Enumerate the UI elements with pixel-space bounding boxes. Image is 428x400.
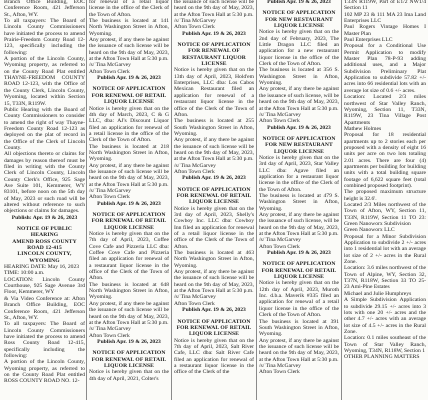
notice-paragraph: for renewal of a retail liquor license in the office of the Clerk of the Town of Afton.	[89, 0, 169, 18]
notice-paragraph: T33N R119W, Part of E1/2 NW1/4 Section 11	[344, 0, 426, 12]
notice-paragraph: The business is located at 218 North Washington Street in Afton, Wyoming.	[89, 143, 169, 163]
notice-heading: NOTICE OF APPLICATION FOR NEW RESTAURANT LIQUOR LICENSE	[262, 135, 336, 155]
publish-date-line: Publish Apr. 19 & 26, 2023	[267, 124, 331, 131]
notice-paragraph: The business is located at 648 North Washington Street in Afton, Wyoming.	[89, 281, 169, 301]
notice-heading: NOTICE OF APPLICATION FOR RENEWAL OF RETAIL LIQUOR LICENSE	[91, 350, 167, 369]
notice-heading: NOTICE OF APPLICATION FOR RENEWAL OF RETAIL LIQUOR LICENSE	[176, 186, 252, 206]
notice-paragraph: Located 2/3 Miles northwest of the Town of Afton, WY, Section 11, T33N, R119W, Section 11 TO 23: Green Nanoworx Subdivision	[344, 202, 426, 228]
notice-paragraph: The business is located at 141 North Washington Street in Afton, Wyoming.	[89, 18, 169, 37]
notice-paragraph: Any protest, if any there be against the issuance of such license will be heard on the 9th day of May, 2023, at the Afton Town Hall at 5:30 p.m.	[259, 337, 339, 363]
notice-heading: NOTICE OF PUBLIC HEARING	[16, 226, 73, 239]
publish-date-line: Publish Apr. 19 & 26, 2023	[267, 250, 331, 257]
notice-paragraph: /s/ Tina McGarvey	[259, 111, 301, 118]
notice-paragraph: Afton Town Clerk	[174, 300, 215, 307]
notice-heading: AMEND ROSS COUNTY ROAD 12-415	[12, 238, 77, 252]
notice-paragraph: OTHER PLANNING MATTERS	[344, 354, 420, 361]
notice-heading: NOTICE OF APPLICATION FOR RENEWAL OF RESTAURANT LIQUOR LICENSE	[177, 42, 251, 68]
notice-paragraph: Notice is hereby given that on the 13th day of April, 2023, Hold'em Enterprises, LLC dba: Los Cabos Mexican Restaurant filed an application for renewal of a restaurant liquor license in the office of the Clerk of the Town of Afton.	[174, 67, 254, 118]
notice-paragraph: /s/ Tina McGarvey	[174, 18, 216, 25]
notice-paragraph: Michael and Julie Humphreys	[344, 290, 412, 297]
notice-paragraph: All objections thereto or claims for damages by reason thereof must be filed in writing with the County Clerk of Lincoln County, Lincoln County Clerk's Office, 925 Sage Ave Suite 101, Kemmerer, WY 83101, before noon on the 5th day of May, 2023 or such road will be altered without reference to such objections or claims for damages.	[4, 151, 85, 215]
publish-date-line: Publish Apr. 19 & 26, 2023	[97, 75, 161, 82]
notice-paragraph: HEARING DATE: May 16, 2023	[4, 264, 80, 271]
notice-paragraph: Afton Town Clerk	[89, 332, 130, 339]
notice-paragraph: Afton Town Clerk	[89, 68, 130, 75]
notice-paragraph: Notice is hereby given that on the 7th day of April, 2023, Coffee Cove Cafe and Pizzeria LLC dba: Coffee Cove Cafe and Pizzeria filed an application for renewal of a restaurant liquor license in the office of the Clerk of the Town of Afton.	[89, 231, 169, 282]
notice-column-3	[174, 0, 254, 400]
notice-paragraph: Any protest, if any there be against the issuance of such license will be heard on the 9th day of May, 2023, at the Afton Town Hall at 5:30 p.m.	[89, 162, 169, 188]
notice-paragraph: Any protest, if any there be against the issuance of such license will be heard on the 9th day of May, 2023, at the Afton Town Hall at 5:30 p.m.	[89, 37, 169, 63]
notice-paragraph: /s/ Tina McGarvey	[174, 294, 216, 301]
notice-paragraph: Public Hearing with the Board of County Commissioners to consider to amend the right of way Thayne-Freedom County Road 12-123 as deployed on the plat of record in the Office of the Clerk of Lincoln County.	[4, 106, 85, 151]
notice-paragraph: Notice is hereby given that on the 4th day of April, 2021, Colter's	[89, 369, 169, 382]
notice-heading: NOTICE OF APPLICATION FOR RENEWAL OF RETAIL LIQUOR LICENSE	[91, 212, 167, 231]
notice-paragraph: Proposal for a Conditional Use Permit Application to modify Master Plan 78-P-93 adding additional uses, and a Major Subdivision Preliminary Plat Application to subdivide 57.82 +/- acres into 66 residential lots with an average lot size of 0.6 +/- acres.	[344, 43, 426, 94]
notice-paragraph: Mathew Holmes	[344, 125, 382, 132]
publish-date-line: Publish Apr. 19 & 26, 2023	[267, 0, 331, 5]
publish-date-line: Publish Apr. 19 & 26, 2023	[182, 30, 246, 37]
notice-column-2	[89, 0, 169, 400]
notice-paragraph: A Simple Subdivision Application to subdivide 29.15 +/- acres into 3 lots with one 20 +/- acres and the other 4.7 +/- acres with an average lot size of 4.5 +/- acres in the Rural Zone.	[344, 297, 426, 335]
notice-heading: NOTICE OF APPLICATION FOR NEW RESTAURANT LIQUOR LICENSE	[262, 10, 336, 30]
notice-paragraph: Green Nanoworx LLC	[344, 227, 395, 234]
notice-paragraph: Afton Town Clerk	[89, 194, 130, 201]
notice-paragraph: To all taxpayers: The Board of Lincoln County Commissioners have initiated the process to amend Ross County Road 12-415, specifically including the following:	[4, 321, 85, 359]
notice-paragraph: Afton Town Clerk	[174, 24, 215, 31]
notice-paragraph: A portion of the Lincoln County, Wyoming property, as referred to on the County Road Plat entitled ROSS COUNTY ROAD NO. 12-	[4, 359, 85, 385]
notice-paragraph: The proposed maximum structure height is 32.6'.	[344, 189, 426, 202]
notice-paragraph: Afton Town Clerk	[259, 243, 300, 250]
notice-heading: NOTICE OF APPLICATION FOR RENEWAL OF RETAIL LIQUOR LICENSE	[176, 318, 252, 338]
notice-paragraph: Any protest, if any there be against the issuance of such license will be heard on the 9th day of May, 2023, at the Afton Town Hall at 5:30 p.m.	[174, 137, 254, 163]
notice-paragraph: & Via Video Conference at: Afton Branch Office Building, EOC Conference Room, 421 Jefferson St., Afton, WY.	[4, 295, 85, 321]
notice-paragraph: Notice is hereby given that on the 3rd day of April, 2023, Star Valley LLC dba: Agave filed an application for a restaurant liquor license in the office of the Clerk of the Town of Afton.	[259, 154, 339, 193]
notice-paragraph: /s/ Tina McGarvey	[259, 237, 301, 244]
notice-paragraph: Notice is hereby given that on the 3rd day of April, 2023, Shelly's Cowboy Inc. LLC dba: Cowboy Inn filed an application for renewal of a retail liquor license in the office of the Clerk of the Town of Afton.	[174, 205, 254, 250]
notice-paragraph: TIME: 10:00 a.m.	[4, 270, 45, 277]
notice-paragraph: The business is located at 463 North Washington Street in Afton, Wyoming.	[174, 250, 254, 269]
publish-date-line: Publish Apr. 19 & 26, 2023	[97, 338, 161, 345]
notice-paragraph: Location: Located 2/3 miles northwest of Star Valley Ranch, Wyoming, Section 11, T33N, R119W, 23 Tina Village Post Apartments	[344, 94, 426, 126]
notice-paragraph: LOCATION: Lincoln County Courthouse, 925 Sage Avenue 3rd Floor, Kemmerer, WY	[4, 276, 85, 296]
notice-paragraph: /s/ Tina McGarvey	[174, 162, 216, 169]
notice-paragraph: 102 MP 23 & 111 MA 23 Ima Land Enterprises LLC	[344, 11, 426, 25]
column-rule	[171, 0, 172, 400]
publish-date-line: Publish Apr. 19 & 26, 2023	[182, 307, 246, 314]
notice-paragraph: A portion of the Lincoln County, Wyoming property, as referred to on the County Road Plat entitled THAYNE-FREEDOM COUNTY ROAD 12-123, with the Office of the County Clerk, Lincoln County, Wyoming, located within Section 15, T33N, R119W.	[4, 56, 85, 107]
notice-paragraph: Proposal for a Minor Subdivision Application to subdivide 2 +/- acres into 1 residential lot with an average lot size of 2 +/- acres in the Rural Zone.	[344, 233, 426, 266]
notice-paragraph: Location: 0.1 miles southeast of the Town of Star Valley Ranch, Wyoming, T34N, R118W, Section 1	[344, 335, 426, 354]
notice-paragraph: Paul Rogers Vintage Homes I Master Plan	[344, 24, 426, 37]
notice-column-5	[344, 0, 426, 400]
notice-paragraph: the issuance of such license will be heard on the 9th day of May, 2023, at the Afton Town Hall at 5:30 p.m.	[174, 0, 254, 18]
notice-paragraph: Proposal for 18 residential apartments up to 2 stories each per proposed with a density of eight 16 units per acre on two lots totaling 2.01 acres. There are four (4) apartments per building for building units with a total building square footage of 6,622 square feet (total combined proposed footprint).	[344, 132, 426, 189]
publish-date-line: Publish Apr. 19 & 26, 2023	[97, 200, 161, 207]
notice-paragraph: The business is located at 255 South Washington Street in Afton, Wyoming.	[174, 118, 254, 137]
notice-paragraph: Any protest, if any there be against the issuance of such license, will be heard on the 9th day of May, 2023, at the Afton Town Hall at 5:30 p.m.	[259, 212, 339, 238]
notice-paragraph: Afton Town Clerk	[174, 168, 215, 175]
notice-column-1	[4, 0, 85, 400]
notice-paragraph: Any protest, if any there be against the issuance of such license, will be heard on the 9th day of May, 2023, at the Afton Town Hall at 5:30 p.m.	[259, 86, 339, 112]
notice-paragraph: Location: 3.6 miles northwest of the Town of Alpine, WY, Section 32, T37N, R118W, Section 33 TO 25-23 Ami-Pine Estates	[344, 265, 426, 291]
notice-paragraph: /s/ Tina McGarvey	[259, 362, 301, 369]
notice-paragraph: Any protest, if any there be against the issuance of such license will be heard on the 9th day of May, 2023, at the Afton Town Hall at 5:30 p.m.	[89, 300, 169, 326]
notice-paragraph: The business is located at 391 South Washington Street in Afton, Wyoming.	[259, 318, 339, 338]
notice-paragraph: Afton Town Clerk	[259, 369, 300, 376]
column-rule	[341, 0, 342, 400]
notice-heading: LINCOLN COUNTY, WYOMING	[17, 251, 72, 264]
notice-heading: NOTICE OF APPLICATION FOR RENEWAL OF RETAIL LIQUOR LICENSE	[91, 86, 167, 106]
notice-column-4	[259, 0, 339, 400]
column-rule	[256, 0, 257, 400]
notice-heading: NOTICE OF APPLICATION FOR RENEWAL OF RETAIL LIQUOR LICENSE	[261, 261, 337, 281]
publish-date-line: Publish Apr. 19 & 26, 2023	[182, 175, 246, 182]
publish-date-line: Publish: Apr. 19 & 26, 2023	[11, 214, 78, 221]
notice-paragraph: Notice is hereby given that on the 4th day of March, 2023, C & G LLC, dba: AJ's Discount Liquor filed an application for renewal of a retail license in the office of the Clerk of the Town of Afton.	[89, 105, 169, 144]
notice-paragraph: /s/ Tina McGarvey	[89, 326, 131, 333]
notice-paragraph: Notice is hereby given that on the 2nd day of February, 2023, The Little Dragon LLC filed an application for a new restaurant liquor license in the office of the Clerk of the Town of Afton.	[259, 29, 339, 68]
notice-paragraph: The business is located at 356 S. Washington Street in Afton, Wyoming.	[259, 67, 339, 87]
notice-paragraph: Notice is hereby given that on the 12th day of April, 2023, Muroth Inc. d.b.a. Maverik #335 filed an application for renewal of a retail liquor license in the office of the Clerk of the Town of Afton.	[259, 280, 339, 319]
notice-paragraph: Paul Enterprises LLC	[344, 37, 393, 44]
notice-paragraph: Any protest, if any there be against the issuance of such license will be heard on the 9th day of May, 2023, at the Afton Town Hall at 5:30 p.m.	[174, 269, 254, 295]
column-rule	[86, 0, 87, 400]
notice-paragraph: /s/ Tina McGarvey	[89, 187, 131, 194]
notice-paragraph: To all taxpayers: The Board of Lincoln County Commissioners have initiated the process to amend Prairie-Freedom County Road 12-123, specifically including the following:	[4, 18, 85, 56]
notice-paragraph: Afton Town Clerk	[259, 118, 300, 125]
notice-paragraph: Branch Office Building, EOC Conference Room, 421 Jefferson St., Afton, WY.	[4, 0, 85, 18]
notice-paragraph: Notice is hereby given that on the 7th day of April, 2023, Salt River Cafe, LLC dba: Salt River Cafe filed an application for renewal of a restaurant liquor license in the office of the Clerk of the	[174, 337, 254, 376]
notice-paragraph: /s/ Tina McGarvey	[89, 62, 131, 69]
notice-paragraph: The business is located at 479 S. Washington Street in Afton, Wyoming.	[259, 192, 339, 212]
